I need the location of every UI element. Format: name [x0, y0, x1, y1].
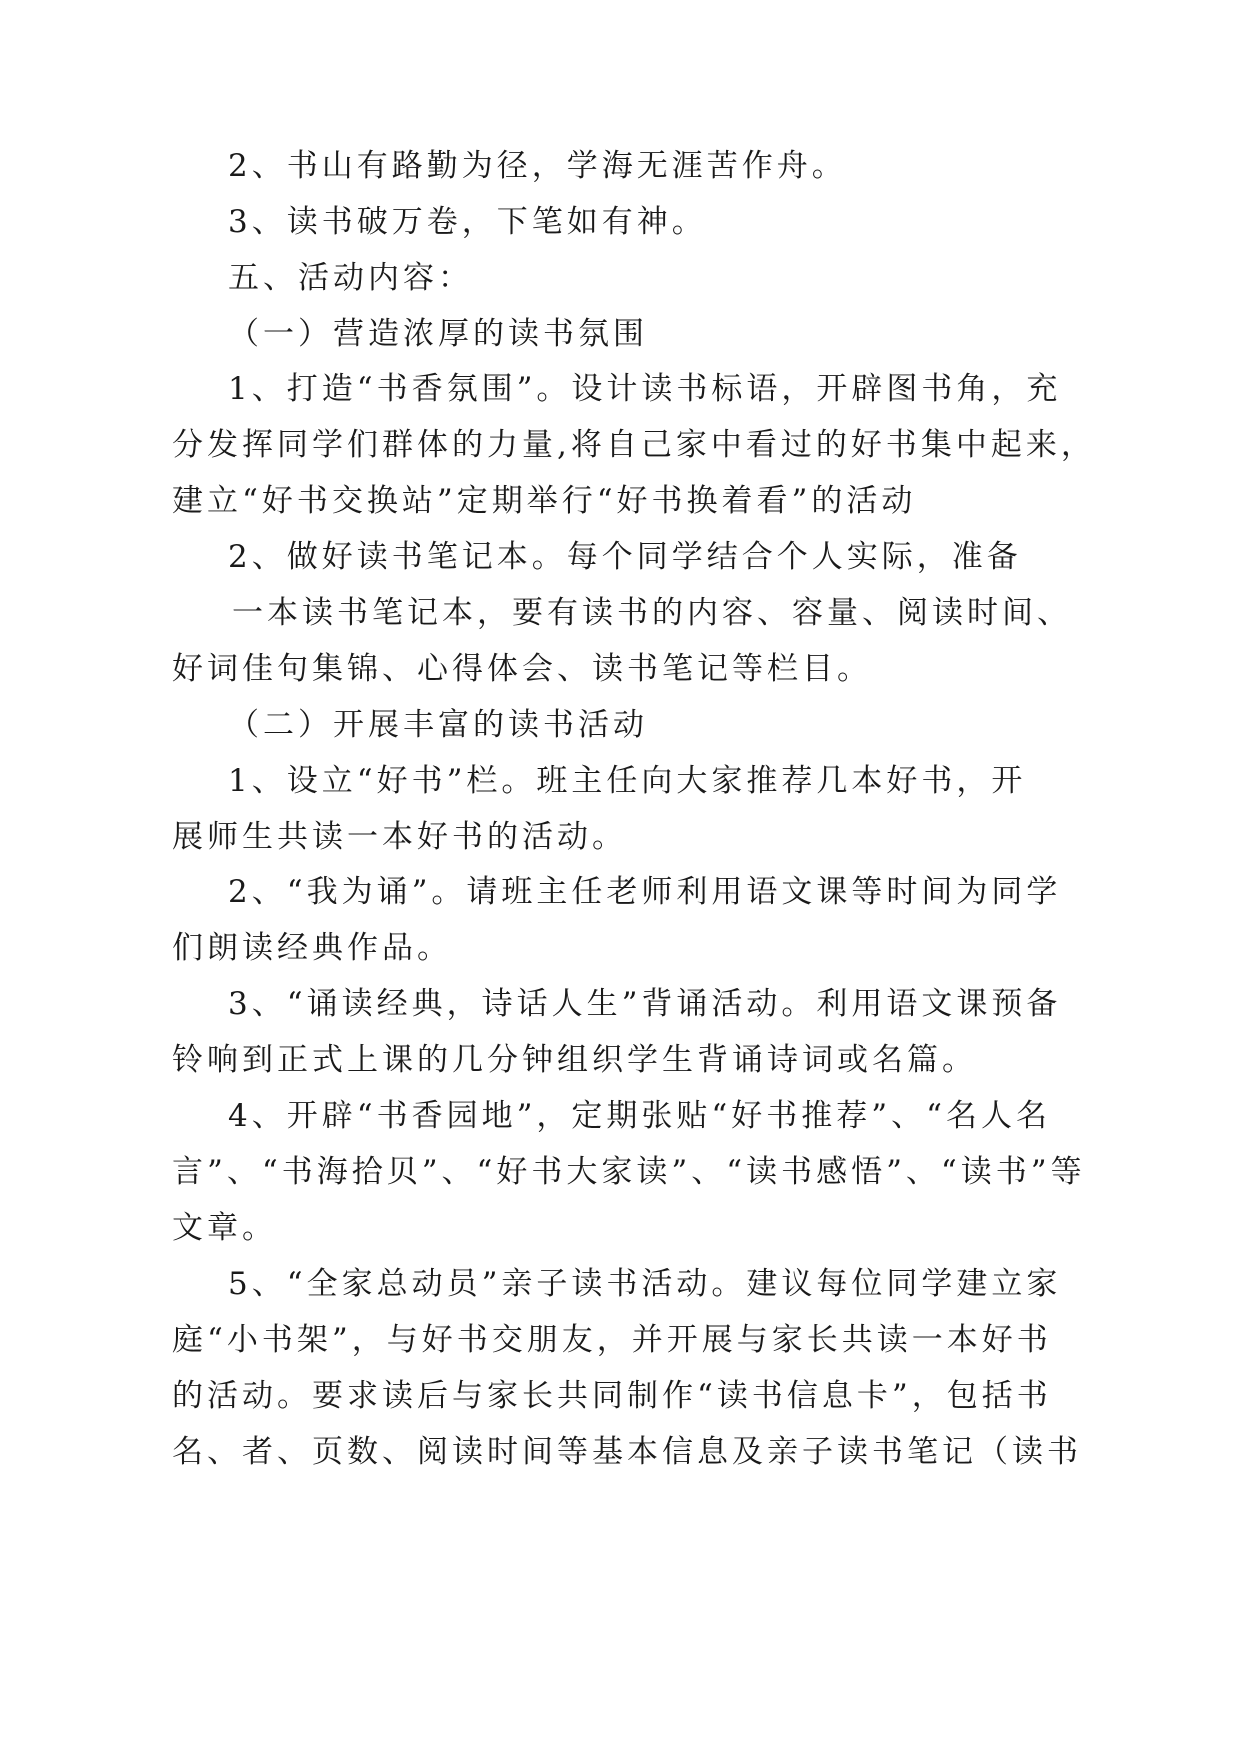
text-line-6: 分发挥同学们群体的力量,将自己家中看过的好书集中起来， [172, 427, 1096, 463]
text-line-22: 庭“小书架”，与好书交朋友，并开展与家长共读一本好书 [172, 1322, 1052, 1358]
text-line-5: 1、打造“书香氛围”。设计读书标语，开辟图书角，充 [228, 371, 1062, 407]
text-line-17: 铃响到正式上课的几分钟组织学生背诵诗词或名篇。 [172, 1042, 977, 1078]
text-line-20: 文章。 [172, 1210, 277, 1246]
text-line-13: 展师生共读一本好书的活动。 [172, 819, 627, 855]
text-line-10: 好词佳句集锦、心得体会、读书笔记等栏目。 [172, 651, 872, 687]
subsection-heading-2: （二）开展丰富的读书活动 [228, 707, 648, 743]
text-line-1: 2、书山有路勤为径，学海无涯苦作舟。 [228, 148, 847, 184]
text-line-18: 4、开辟“书香园地”，定期张贴“好书推荐”、“名人名 [228, 1098, 1051, 1134]
text-line-19: 言”、“书海拾贝”、“好书大家读”、“读书感悟”、“读书”等 [172, 1154, 1086, 1190]
text-line-24: 名、者、页数、阅读时间等基本信息及亲子读书笔记（读书 [172, 1434, 1082, 1470]
text-line-12: 1、设立“好书”栏。班主任向大家推荐几本好书，开 [228, 763, 1027, 799]
text-line-2: 3、读书破万卷，下笔如有神。 [228, 204, 707, 240]
text-line-16: 3、“诵读经典，诗话人生”背诵活动。利用语文课预备 [228, 986, 1062, 1022]
text-line-23: 的活动。要求读后与家长共同制作“读书信息卡”，包括书 [172, 1378, 1052, 1414]
text-line-21: 5、“全家总动员”亲子读书活动。建议每位同学建立家 [228, 1266, 1062, 1302]
text-line-7: 建立“好书交换站”定期举行“好书换着看”的活动 [172, 483, 917, 519]
section-heading-activity-content: 五、活动内容： [228, 260, 473, 296]
subsection-heading-1: （一）营造浓厚的读书氛围 [228, 316, 648, 352]
text-line-9: 一本读书笔记本，要有读书的内容、容量、阅读时间、 [232, 595, 1072, 631]
text-line-8: 2、做好读书笔记本。每个同学结合个人实际，准备 [228, 539, 1022, 575]
text-line-14: 2、“我为诵”。请班主任老师利用语文课等时间为同学 [228, 874, 1062, 910]
text-line-15: 们朗读经典作品。 [172, 930, 452, 966]
